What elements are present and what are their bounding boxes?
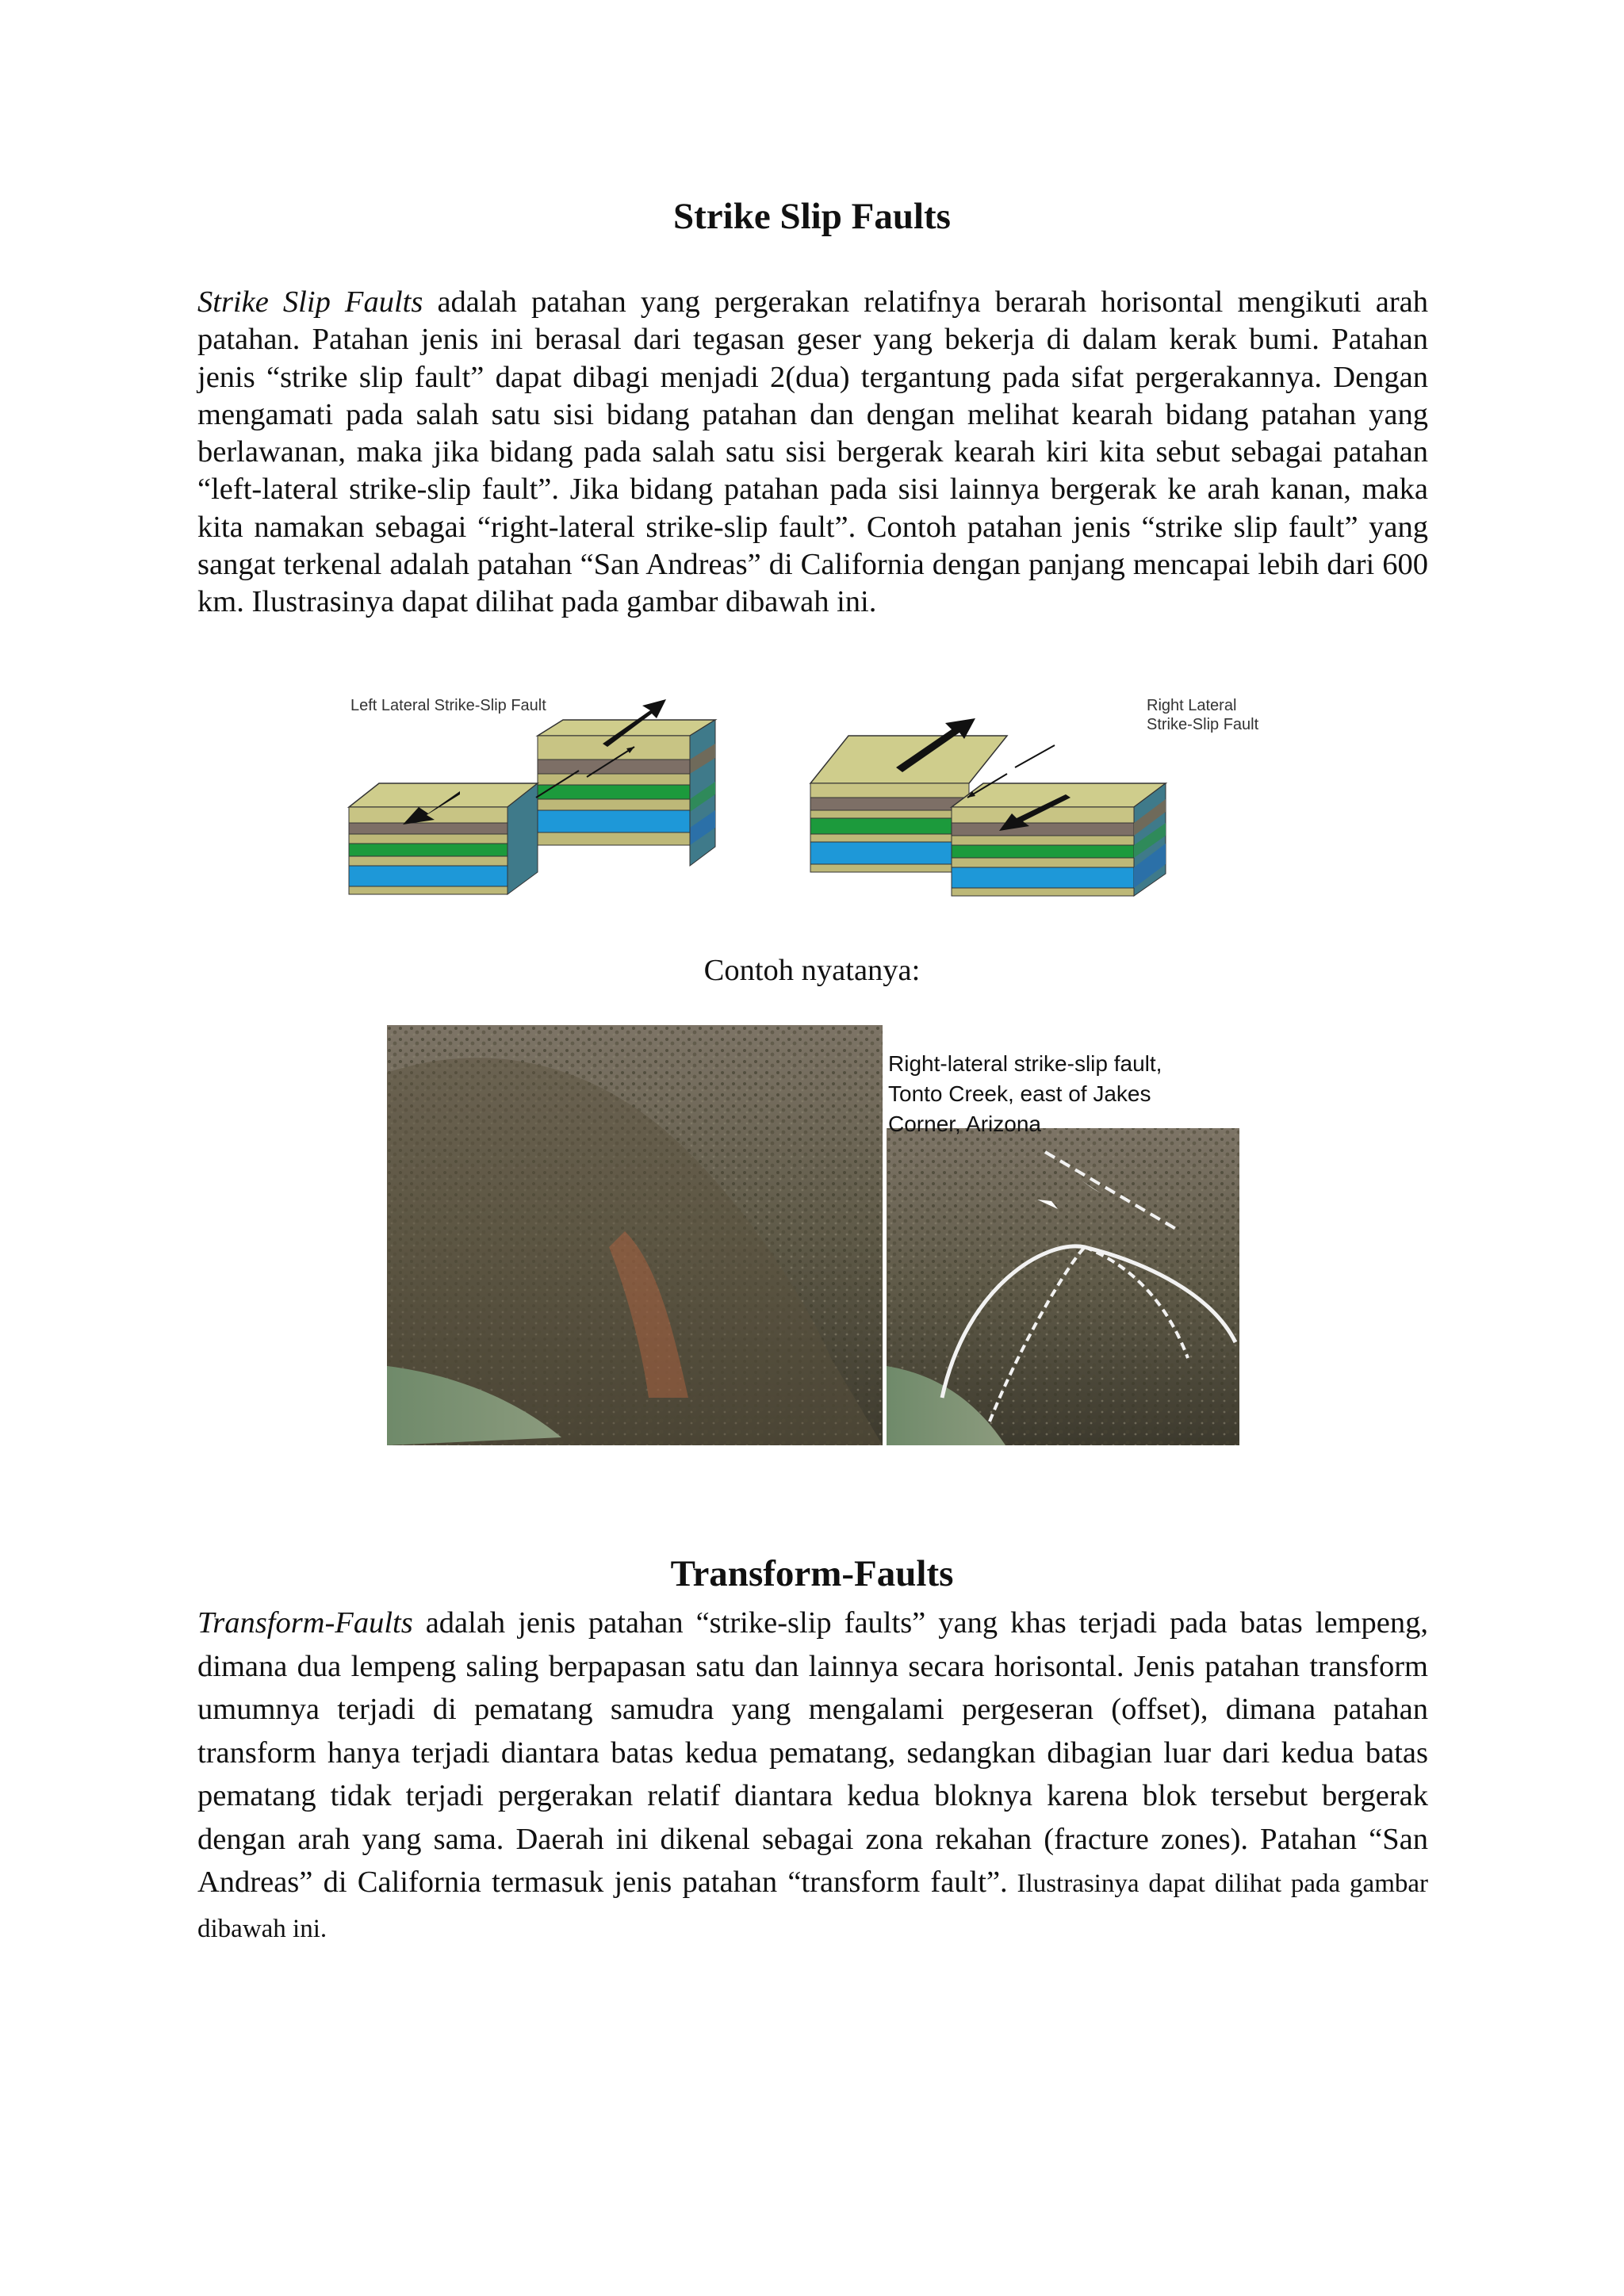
photo-label-line3: Corner, Arizona — [888, 1112, 1041, 1136]
photo-caption: Contoh nyatanya: — [703, 954, 921, 987]
photo-label-line2: Tonto Creek, east of Jakes — [888, 1081, 1151, 1106]
tonto-creek-photos — [387, 1025, 1239, 1445]
right-lateral-label-line1: Right Lateral — [1147, 697, 1237, 714]
term-transform: Transform-Faults — [197, 1606, 413, 1640]
paragraph-transform — [197, 1601, 1428, 1950]
left-lateral-diagram — [349, 697, 715, 894]
left-lateral-label: Left Lateral Strike-Slip Fault — [350, 697, 546, 714]
right-lateral-label-line2: Strike-Slip Fault — [1147, 716, 1259, 733]
photo-left — [387, 1025, 883, 1445]
term-strike-slip: Strike Slip Faults — [197, 285, 423, 319]
paragraph-transform-body: adalah jenis patahan “strike-slip faults” yang khas terjadi pada batas lempeng, dimana dua lempeng saling berpapasan satu dan lainnya secara horisontal. Jenis patahan transform umumnya terjadi di pematang samudra yang mengalami pergeseran (offset), dimana patahan transform hanya terjadi diantara batas kedua pematang, sedangkan dibagian luar dari kedua batas pematang tidak terjadi pergerakan relatif diantara kedua bloknya karena blok tersebut bergerak dengan arah yang sama. Daerah ini dikenal sebagai zona rekahan (fracture zones). Patahan “San Andreas” di California termasuk jenis patahan “transform fault”. — [197, 1606, 1428, 1899]
strike-slip-block-diagram — [341, 688, 1277, 910]
paragraph-transform-tail: Ilustrasinya dapat dilihat pada gambar dibawah ini. — [197, 1869, 1428, 1943]
section-title-strike-slip: Strike Slip Faults — [673, 196, 951, 237]
section-title-transform: Transform-Faults — [670, 1553, 954, 1594]
photo-label-line1: Right-lateral strike-slip fault, — [888, 1051, 1162, 1076]
paragraph-strike-slip — [197, 284, 1428, 622]
right-lateral-diagram — [810, 697, 1259, 896]
photo-right — [887, 1025, 1239, 1445]
paragraph-strike-slip-body: adalah patahan yang pergerakan relatifnya berarah horisontal mengikuti arah patahan. Patahan jenis ini berasal dari tegasan geser yang bekerja di dalam kerak bumi. Patahan jenis “strike slip fault” dapat dibagi menjadi 2(dua) tergantung pada sifat pergerakannya. Dengan mengamati pada salah satu sisi bidang patahan dan dengan melihat kearah bidang patahan yang berlawanan, maka jika bidang pada salah satu sisi bergerak kearah kiri kita sebut sebagai patahan “left-lateral strike-slip fault”. Jika bidang patahan pada sisi lainnya bergerak ke arah kanan, maka kita namakan sebagai “right-lateral strike-slip fault”. Contoh patahan jenis “strike slip fault” yang sangat terkenal adalah patahan “San Andreas” di California dengan panjang mencapai lebih dari 600 km. Ilustrasinya dapat dilihat pada gambar dibawah ini. — [197, 285, 1428, 619]
